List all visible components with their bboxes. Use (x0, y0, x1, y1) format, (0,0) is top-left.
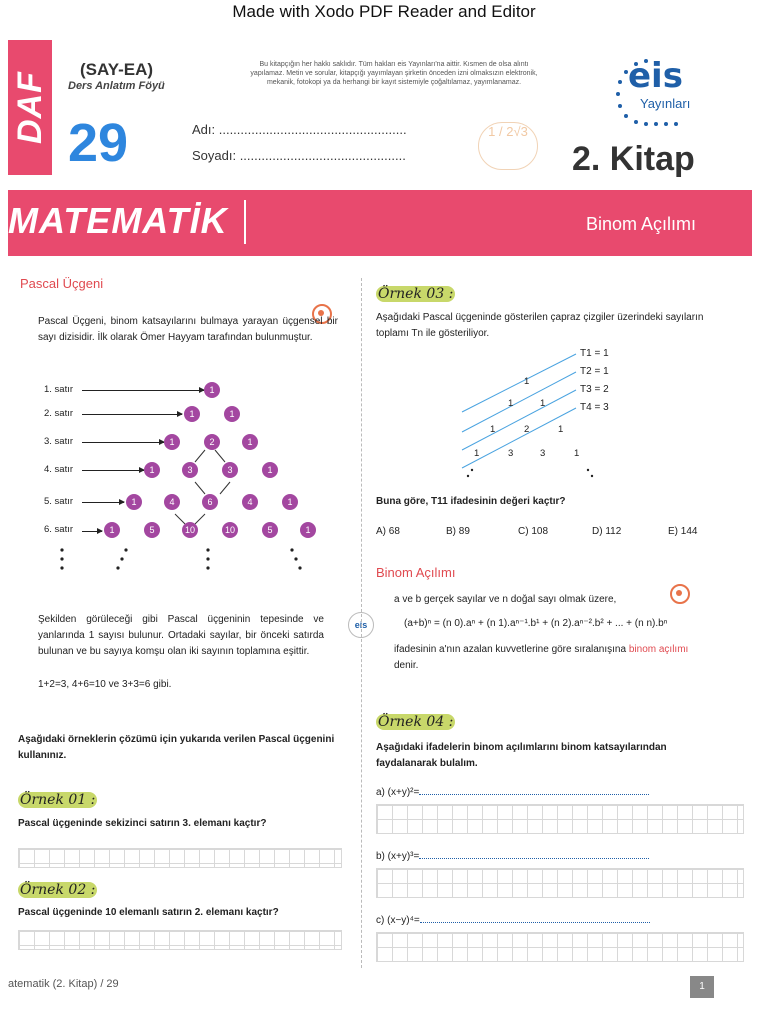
example-02-question: Pascal üçgeninde 10 elemanlı satırın 2. elemanı kaçtır? (18, 907, 279, 918)
choice-d[interactable]: D) 112 (592, 526, 622, 537)
program-label: (SAY-EA) (80, 60, 154, 79)
example-04-text: Aşağıdaki ifadelerin binom açılımlarını binom katsayılarından faydalanarak bulalım. (376, 742, 667, 769)
pascal-cell: 1 (184, 406, 200, 422)
page-number: 1 (690, 976, 714, 998)
pascal-cell: 1 (204, 382, 220, 398)
topic-title: Binom Açılımı (586, 214, 697, 234)
pascal-cell: 1 (126, 494, 142, 510)
row-label: 2. satır (44, 408, 74, 419)
booklet-number: 29 (68, 113, 129, 173)
t-label: T2 = 1 (580, 366, 609, 377)
row-arrow (82, 390, 204, 391)
tri-continuation-dots (460, 462, 600, 482)
pascal-cell: 2 (204, 434, 220, 450)
row-label: 4. satır (44, 464, 74, 475)
pascal-intro: Pascal Üçgeni, binom katsayılarını bulmaya yarayan üçgensel bir sayı dizisidir. İlk olarak Ömer Hayyam tarafından bulunmuştur. (38, 316, 338, 343)
pascal-cell: 10 (222, 522, 238, 538)
answer-grid[interactable] (376, 804, 744, 834)
banner-divider (244, 200, 246, 244)
binom-formula: (a+b)ⁿ = (n 0).aⁿ + (n 1).aⁿ⁻¹.b¹ + (n 2).aⁿ⁻².b² + ... + (n n).bⁿ (404, 618, 668, 629)
tri-number: 1 (558, 424, 564, 435)
pascal-cell: 6 (202, 494, 218, 510)
answer-grid[interactable] (376, 868, 744, 898)
pascal-examples: 1+2=3, 4+6=10 ve 3+3=6 gibi. (38, 679, 172, 690)
tri-number: 1 (474, 448, 480, 459)
pascal-cell: 5 (144, 522, 160, 538)
t-label: T3 = 2 (580, 384, 609, 395)
binom-intro: a ve b gerçek sayılar ve n doğal sayı olmak üzere, (394, 594, 617, 605)
pascal-cell: 1 (242, 434, 258, 450)
answer-grid[interactable] (376, 932, 744, 962)
item-b: b) (x+y)³= (376, 848, 649, 865)
pascal-cell: 1 (144, 462, 160, 478)
example-02-label: Örnek 02 : (20, 882, 96, 898)
book-number: 2. Kitap (572, 140, 695, 178)
answer-grid[interactable] (18, 848, 342, 868)
pascal-cell: 1 (164, 434, 180, 450)
pascal-cell: 10 (182, 522, 198, 538)
side-logo: eis (348, 612, 374, 638)
choice-a[interactable]: A) 68 (376, 526, 400, 537)
tri-number: 2 (524, 424, 530, 435)
row-arrow (82, 531, 102, 532)
tri-number: 1 (524, 376, 530, 387)
row-label: 6. satır (44, 524, 74, 535)
section-title-pascal: Pascal Üçgeni (20, 276, 104, 291)
example-03-label: Örnek 03 : (378, 286, 454, 302)
item-c: c) (x−y)⁴= (376, 912, 650, 929)
t-label: T4 = 3 (580, 402, 609, 413)
publisher-logo: eis (628, 56, 683, 96)
surname-field[interactable]: Soyadı: .............................................. (192, 148, 406, 163)
pascal-cell: 3 (182, 462, 198, 478)
column-divider (361, 278, 362, 968)
continuation-dots (56, 546, 316, 574)
name-field[interactable]: Adı: .................................................... (192, 122, 407, 137)
row-label: 3. satır (44, 436, 74, 447)
example-01-question: Pascal üçgeninde sekizinci satırın 3. elemanı kaçtır? (18, 818, 267, 829)
binom-description: ifadesinin a'nın azalan kuvvetlerine göre sıralanışına binom açılımı denir. (394, 644, 689, 671)
example-03-question: Buna göre, T11 ifadesinin değeri kaçtır? (376, 496, 566, 507)
answer-grid[interactable] (18, 930, 342, 950)
pascal-cell: 4 (242, 494, 258, 510)
pascal-cell: 1 (224, 406, 240, 422)
row-label: 1. satır (44, 384, 74, 395)
choice-e[interactable]: E) 144 (668, 526, 698, 537)
pascal-cell: 4 (164, 494, 180, 510)
example-04-label: Örnek 04 : (378, 714, 454, 730)
choice-c[interactable]: C) 108 (518, 526, 549, 537)
pascal-cell: 1 (104, 522, 120, 538)
watermark-text: Made with Xodo PDF Reader and Editor (232, 2, 536, 21)
publisher-logo-sub: Yayınları (640, 96, 691, 111)
example-01-label: Örnek 01 : (20, 792, 96, 808)
choice-b[interactable]: B) 89 (446, 526, 470, 537)
instruction-note: Aşağıdaki örneklerin çözümü için yukarıda verilen Pascal üçgenini kullanınız. (18, 734, 335, 761)
section-title-binom: Binom Açılımı (376, 565, 456, 580)
tri-number: 3 (508, 448, 514, 459)
row-arrow (82, 414, 182, 415)
tri-number: 1 (508, 398, 514, 409)
pascal-cell: 3 (222, 462, 238, 478)
tri-number: 3 (540, 448, 546, 459)
tri-number: 1 (540, 398, 546, 409)
subject-title: MATEMATİK (8, 200, 228, 241)
tri-number: 1 (490, 424, 496, 435)
pascal-cell: 1 (300, 522, 316, 538)
footer-text: atematik (2. Kitap) / 29 (8, 978, 119, 990)
decorative-fraction: 1 / 2√3 (478, 122, 538, 170)
copyright-notice: Bu kitapçığın her hakkı saklıdır. Tüm hakları eis Yayınları'na aittir. Kısmen de olsa alıntı yapılamaz. Metin ve sorular, kitapçığı yayımlayan şirketin önceden izni olmaksızın elektronik, mekanik, fotokopi ya da herhangi bir kayıt sistemiyle çoğaltılamaz, yayımlanamaz. (250, 61, 538, 86)
pascal-cell: 5 (262, 522, 278, 538)
example-03-text: Aşağıdaki Pascal üçgeninde gösterilen çapraz çizgiler üzerindeki sayıların toplamı Tn ile gösteriliyor. (376, 312, 704, 339)
daf-badge: DAF (8, 40, 52, 175)
diagonal-lines (456, 352, 636, 472)
pascal-cell: 1 (262, 462, 278, 478)
pascal-cell: 1 (282, 494, 298, 510)
row-arrow (82, 470, 144, 471)
pascal-explanation: Şekilden görüleceği gibi Pascal üçgeninin tepesinde ve yanlarında 1 sayısı bulunur. Ortadaki sayılar, bir önceki satırda bulunan ve bu sayıya komşu olan iki sayının toplamına eşittir. (38, 614, 324, 657)
item-a: a) (x+y)²= (376, 784, 649, 801)
tri-number: 1 (574, 448, 580, 459)
row-arrow (82, 502, 124, 503)
target-icon (670, 584, 690, 604)
booklet-type: Ders Anlatım Föyü (68, 80, 165, 92)
row-label: 5. satır (44, 496, 74, 507)
t-label: T1 = 1 (580, 348, 609, 359)
